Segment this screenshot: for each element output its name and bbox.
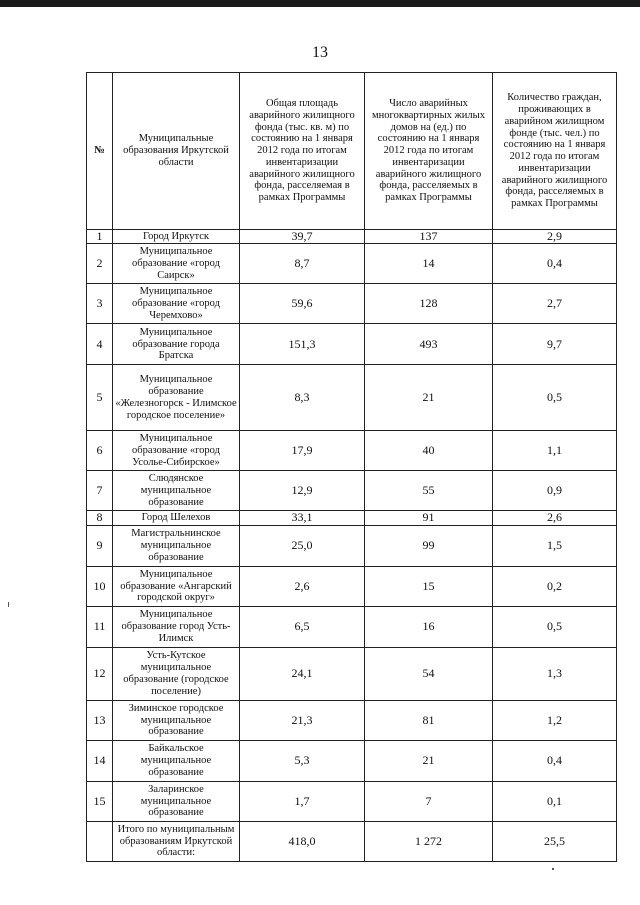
row-municipality: Магистральнинское муниципальное образование xyxy=(113,525,240,566)
row-houses: 21 xyxy=(365,740,493,781)
total-label: Итого по муниципальным образованиям Иркутской области: xyxy=(113,821,240,861)
row-municipality: Муниципальное образование «город Саирск» xyxy=(113,244,240,284)
row-number: 15 xyxy=(87,781,113,821)
row-area: 151,3 xyxy=(240,324,365,365)
row-houses: 40 xyxy=(365,431,493,471)
row-number: 5 xyxy=(87,365,113,431)
table-row xyxy=(87,740,617,781)
row-residents: 1,1 xyxy=(493,431,617,471)
row-residents: 2,9 xyxy=(493,230,617,244)
row-area: 5,3 xyxy=(240,740,365,781)
row-number: 13 xyxy=(87,700,113,740)
row-residents: 0,4 xyxy=(493,740,617,781)
row-municipality: Город Шелехов xyxy=(113,511,240,525)
row-residents: 0,2 xyxy=(493,566,617,606)
total-residents: 25,5 xyxy=(493,821,617,861)
row-area: 25,0 xyxy=(240,525,365,566)
table-row xyxy=(87,230,617,244)
table-row xyxy=(87,700,617,740)
row-houses: 137 xyxy=(365,230,493,244)
header-municipality: Муниципальные образования Иркутской области xyxy=(113,73,240,230)
table-row xyxy=(87,525,617,566)
row-municipality: Город Иркутск xyxy=(113,230,240,244)
row-houses: 128 xyxy=(365,284,493,324)
row-area: 21,3 xyxy=(240,700,365,740)
row-area: 39,7 xyxy=(240,230,365,244)
table-row xyxy=(87,244,617,284)
header-number: № xyxy=(87,73,113,230)
row-municipality: Усть-Кутское муниципальное образование (городское поселение) xyxy=(113,647,240,700)
row-number: 14 xyxy=(87,740,113,781)
header-residents: Количество граждан, проживающих в аварийном жилищном фонде (тыс. чел.) по состоянию на 1 января 2012 года по итогам инвентаризации аварийного жилищного фонда, расселяемых в рамках Программы xyxy=(493,73,617,230)
row-residents: 1,3 xyxy=(493,647,617,700)
row-area: 1,7 xyxy=(240,781,365,821)
row-number: 11 xyxy=(87,606,113,647)
row-houses: 14 xyxy=(365,244,493,284)
total-number xyxy=(87,821,113,861)
row-houses: 493 xyxy=(365,324,493,365)
header-area: Общая площадь аварийного жилищного фонда (тыс. кв. м) по состоянию на 1 января 2012 года по итогам инвентаризации аварийного жилищного фонда, расселяемая в рамках Программы xyxy=(240,73,365,230)
row-area: 12,9 xyxy=(240,471,365,511)
total-houses: 1 272 xyxy=(365,821,493,861)
row-houses: 16 xyxy=(365,606,493,647)
row-residents: 0,4 xyxy=(493,244,617,284)
row-area: 8,3 xyxy=(240,365,365,431)
row-area: 59,6 xyxy=(240,284,365,324)
row-number: 7 xyxy=(87,471,113,511)
table-row xyxy=(87,647,617,700)
row-area: 24,1 xyxy=(240,647,365,700)
row-municipality: Заларинское муниципальное образование xyxy=(113,781,240,821)
row-number: 6 xyxy=(87,431,113,471)
row-area: 8,7 xyxy=(240,244,365,284)
scan-top-edge xyxy=(0,0,640,7)
row-municipality: Муниципальное образование города Братска xyxy=(113,324,240,365)
row-houses: 81 xyxy=(365,700,493,740)
table-row xyxy=(87,511,617,525)
row-area: 6,5 xyxy=(240,606,365,647)
row-area: 33,1 xyxy=(240,511,365,525)
table-row xyxy=(87,781,617,821)
table-row xyxy=(87,606,617,647)
row-houses: 21 xyxy=(365,365,493,431)
row-area: 2,6 xyxy=(240,566,365,606)
row-number: 9 xyxy=(87,525,113,566)
row-number: 2 xyxy=(87,244,113,284)
row-number: 1 xyxy=(87,230,113,244)
row-number: 8 xyxy=(87,511,113,525)
scan-speck-left xyxy=(8,602,9,607)
row-houses: 55 xyxy=(365,471,493,511)
table-row xyxy=(87,324,617,365)
scan-speck-bottom xyxy=(552,868,554,870)
row-municipality: Зиминское городское муниципальное образование xyxy=(113,700,240,740)
row-residents: 0,1 xyxy=(493,781,617,821)
row-houses: 99 xyxy=(365,525,493,566)
row-number: 4 xyxy=(87,324,113,365)
table-header-row xyxy=(87,73,617,230)
row-residents: 0,5 xyxy=(493,365,617,431)
table-row xyxy=(87,365,617,431)
row-area: 17,9 xyxy=(240,431,365,471)
row-residents: 0,9 xyxy=(493,471,617,511)
row-municipality: Муниципальное образование «Ангарский городской округ» xyxy=(113,566,240,606)
row-residents: 2,6 xyxy=(493,511,617,525)
row-number: 3 xyxy=(87,284,113,324)
row-houses: 7 xyxy=(365,781,493,821)
row-residents: 0,5 xyxy=(493,606,617,647)
page-number: 13 xyxy=(312,44,328,61)
row-houses: 15 xyxy=(365,566,493,606)
row-municipality: Слюдянское муниципальное образование xyxy=(113,471,240,511)
table-row xyxy=(87,431,617,471)
total-area: 418,0 xyxy=(240,821,365,861)
row-residents: 1,2 xyxy=(493,700,617,740)
table-row xyxy=(87,566,617,606)
table-total-row xyxy=(87,821,617,861)
row-municipality: Муниципальное образование «город Черемхово» xyxy=(113,284,240,324)
row-residents: 2,7 xyxy=(493,284,617,324)
header-houses: Число аварийных многоквартирных жилых домов на (ед.) по состоянию на 1 января 2012 года по итогам инвентаризации аварийного жилищного фонда, расселяемых в рамках Программы xyxy=(365,73,493,230)
row-houses: 91 xyxy=(365,511,493,525)
row-municipality: Байкальское муниципальное образование xyxy=(113,740,240,781)
row-number: 10 xyxy=(87,566,113,606)
row-municipality: Муниципальное образование «Железногорск - Илимское городское поселение» xyxy=(113,365,240,431)
row-municipality: Муниципальное образование «город Усолье-Сибирское» xyxy=(113,431,240,471)
row-municipality: Муниципальное образование город Усть-Илимск xyxy=(113,606,240,647)
row-houses: 54 xyxy=(365,647,493,700)
municipal-housing-table xyxy=(86,72,617,862)
table-row xyxy=(87,284,617,324)
row-residents: 9,7 xyxy=(493,324,617,365)
row-number: 12 xyxy=(87,647,113,700)
row-residents: 1,5 xyxy=(493,525,617,566)
table-row xyxy=(87,471,617,511)
